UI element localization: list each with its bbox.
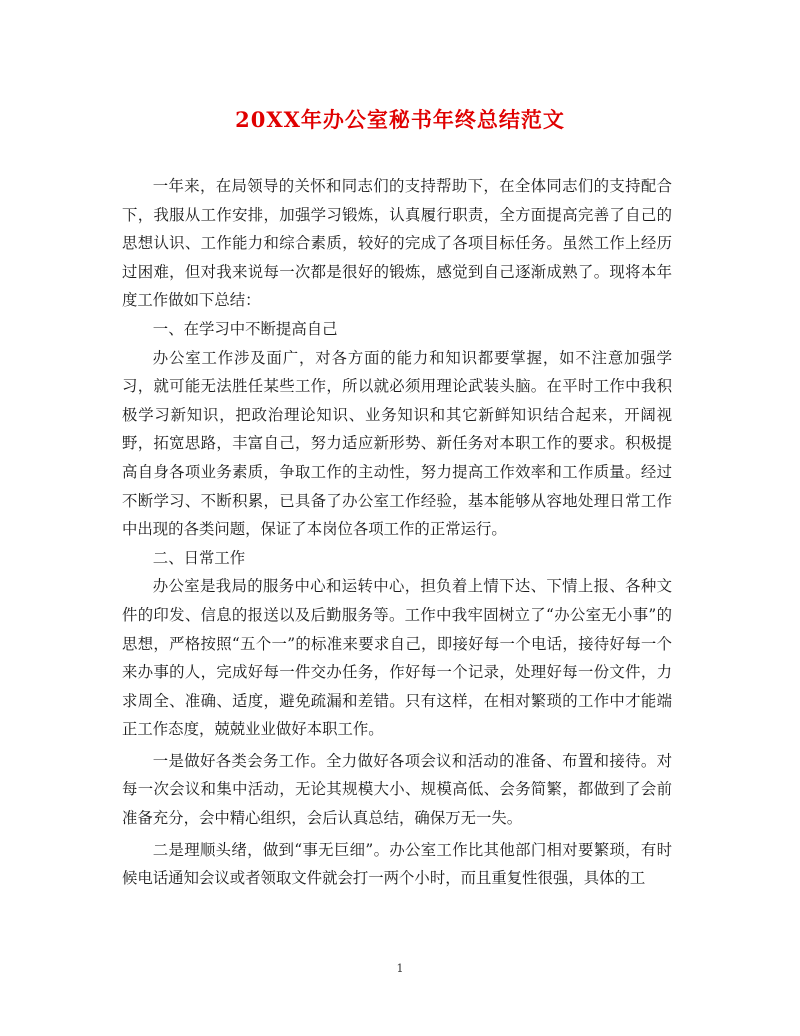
- meeting-work-paragraph: 一是做好各类会务工作。全力做好各项会议和活动的准备、布置和接待。对每一次会议和集中活动，无论其规模大小、规模高低、会务简繁，都做到了会前准备充分，会中精心组织，会后认真总结，确保万无一失。: [122, 751, 672, 828]
- document-title: 20XX年办公室秘书年终总结范文: [235, 107, 565, 132]
- study-paragraph: 办公室工作涉及面广，对各方面的能力和知识都要掌握，如不注意加强学习，就可能无法胜任某些工作，所以就必须用理论武装头脑。在平时工作中我积极学习新知识，把政治理论知识、业务知识和其它新鲜知识结合起来，开阔视野，拓宽思路，丰富自己，努力适应新形势、新任务对本职工作的要求。积极提高自身各项业务素质，争取工作的主动性，努力提高工作效率和工作质量。经过不断学习、不断积累，已具备了办公室工作经验，基本能够从容地处理日常工作中出现的各类问题，保证了本岗位各项工作的正常运行。: [122, 348, 672, 539]
- document-body: [122, 172, 672, 893]
- detail-work-paragraph: 二是理顺头绪，做到“事无巨细”。办公室工作比其他部门相对要繁琐，有时候电话通知会议或者领取文件就会打一两个小时，而且重复性很强，具体的工: [122, 840, 672, 888]
- section-heading-study: 一、在学习中不断提高自己: [152, 319, 338, 338]
- section-heading-daily-work: 二、日常工作: [152, 548, 246, 567]
- intro-paragraph: 一年来，在局领导的关怀和同志们的支持帮助下，在全体同志们的支持配合下，我服从工作安排，加强学习锻炼，认真履行职责，全方面提高完善了自己的思想认识、工作能力和综合素质，较好的完成了各项目标任务。虽然工作上经历过困难，但对我来说每一次都是很好的锻炼，感觉到自己逐渐成熟了。现将本年度工作做如下总结：: [122, 177, 672, 310]
- page-number: 1: [396, 962, 404, 975]
- daily-work-paragraph: 办公室是我局的服务中心和运转中心，担负着上情下达、下情上报、各种文件的印发、信息的报送以及后勤服务等。工作中我牢固树立了“办公室无小事”的思想，严格按照“五个一”的标准来要求自己，即接好每一个电话，接待好每一个来办事的人，完成好每一件交办任务，作好每一个记录，处理好每一份文件，力求周全、准确、适度，避免疏漏和差错。只有这样，在相对繁琐的工作中才能端正工作态度，兢兢业业做好本职工作。: [122, 577, 672, 739]
